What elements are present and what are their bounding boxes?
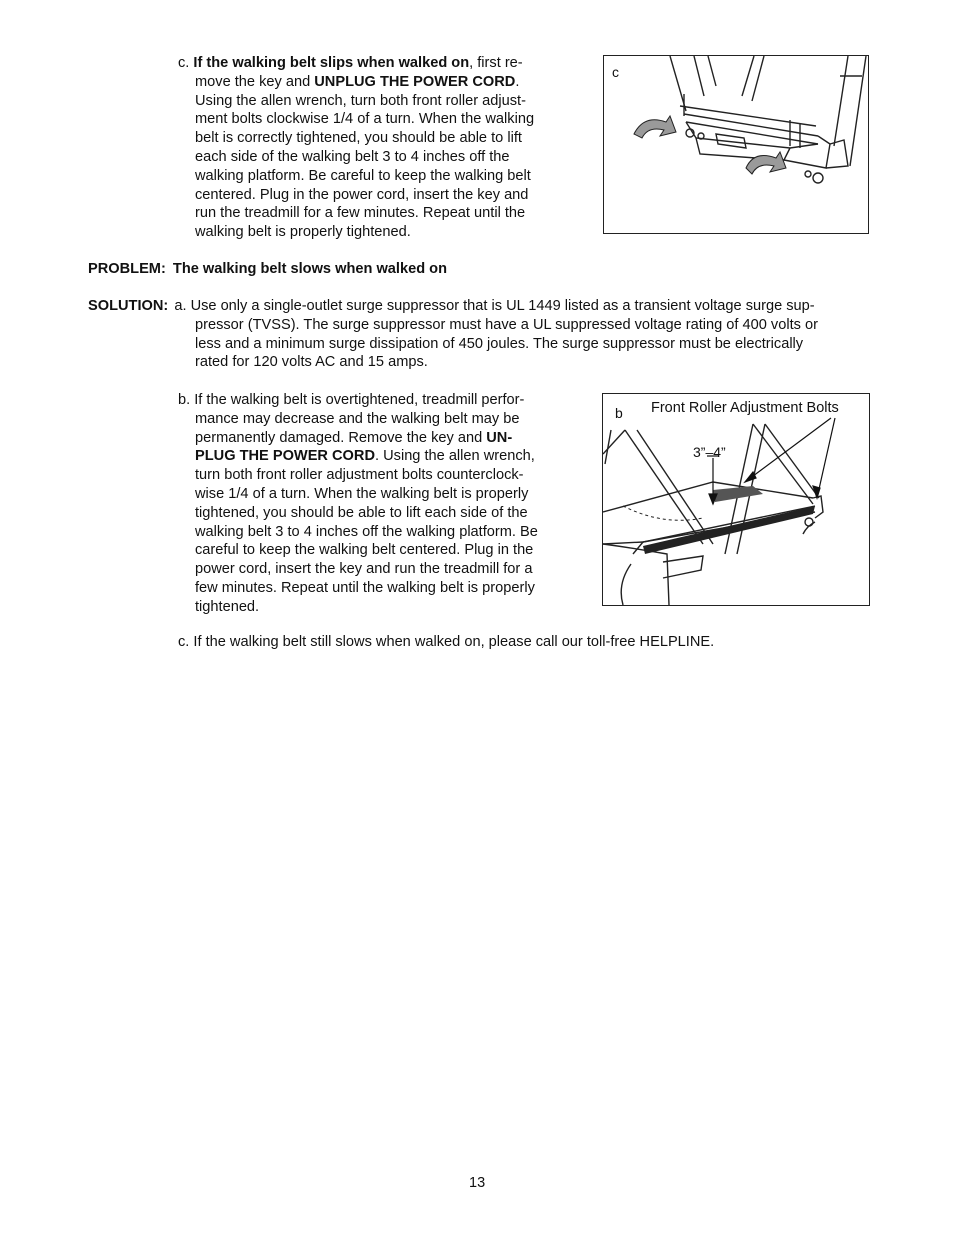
solution-label: SOLUTION: xyxy=(88,298,169,314)
solution-a-text-line: rated for 120 volts AC and 15 amps. xyxy=(195,354,428,371)
unplug-warning-part1: UN- xyxy=(486,429,513,446)
step-c-top-text-line: belt is correctly tightened, you should be able to lift xyxy=(195,130,522,147)
step-b-text-line: tightened, you should be able to lift each side of the xyxy=(195,504,528,521)
solution-a-body xyxy=(88,316,888,372)
step-b-text-line: walking belt 3 to 4 inches off the walking platform. Be xyxy=(195,523,538,540)
step-b-text-line: power cord, insert the key and run the treadmill for a xyxy=(195,561,533,578)
step-c-top-text-line: walking belt is properly tightened. xyxy=(195,224,411,241)
step-c-top-line2 xyxy=(195,73,578,92)
step-c-top-line2-pre: move the key and xyxy=(195,73,315,90)
figure-c-letter: c xyxy=(612,64,619,80)
step-c-top-marker: c. xyxy=(178,55,190,71)
step-b-line3-pre: permanently damaged. Remove the key and xyxy=(195,429,487,446)
step-c-top-line2-post: . xyxy=(515,73,520,90)
step-c-bottom-marker: c. xyxy=(178,634,190,650)
step-b-text-line: mance may decrease and the walking belt may be xyxy=(195,410,520,427)
step-b-text-line: careful to keep the walking belt centered. Plug in the xyxy=(195,542,534,559)
solution-a-first-line: Use only a single-outlet surge suppressor that is UL 1449 listed as a transient voltage surge sup- xyxy=(190,298,815,314)
step-b-text-line: few minutes. Repeat until the walking belt is properly xyxy=(195,579,535,596)
step-c-top-body xyxy=(178,73,578,242)
step-c-top xyxy=(178,54,578,242)
problem-text: The walking belt slows when walked on xyxy=(172,261,447,277)
solution-a-line1 xyxy=(88,297,888,316)
figure-b-callout-label: Front Roller Adjustment Bolts xyxy=(651,400,839,416)
page-number: 13 xyxy=(469,1175,486,1191)
step-b-text-line: wise 1/4 of a turn. When the walking belt is properly xyxy=(195,485,529,502)
step-b-line3 xyxy=(195,429,578,448)
step-c-top-text-line: ment bolts clockwise 1/4 of a turn. When the walking xyxy=(195,111,535,128)
step-c-bottom xyxy=(178,633,714,652)
step-b-marker: b. xyxy=(178,392,191,408)
step-c-top-text-line: run the treadmill for a few minutes. Repeat until the xyxy=(195,205,526,222)
step-b-text-line: turn both front roller adjustment bolts counterclock- xyxy=(195,467,524,484)
step-b-line4-post: . Using the allen wrench, xyxy=(375,448,535,465)
solution-a-text-line: less and a minimum surge dissipation of 450 joules. The surge suppressor must be electrically xyxy=(195,335,804,352)
step-c-top-text-line: walking platform. Be careful to keep the walking belt xyxy=(195,167,531,184)
step-c-top-text-line: each side of the walking belt 3 to 4 inches off the xyxy=(195,148,510,165)
step-c-bottom-text: If the walking belt still slows when walked on, please call our toll-free HELPLINE. xyxy=(193,634,715,650)
step-b-first-line: If the walking belt is overtightened, treadmill perfor- xyxy=(194,392,525,408)
solution-a-text-line: pressor (TVSS). The surge suppressor must have a UL suppressed voltage rating of 400 volts or xyxy=(195,316,818,333)
step-b-body xyxy=(178,410,578,617)
step-b-line4 xyxy=(195,447,578,466)
solution-a-marker: a. xyxy=(174,298,187,314)
step-b-line1 xyxy=(178,391,578,410)
unplug-power-cord-warning: UNPLUG THE POWER CORD xyxy=(314,73,516,90)
unplug-warning-part2: PLUG THE POWER CORD xyxy=(195,448,375,465)
figure-c xyxy=(603,55,869,234)
step-c-top-line1 xyxy=(178,54,578,73)
step-b xyxy=(178,391,578,617)
step-c-top-text-line: centered. Plug in the power cord, insert the key and xyxy=(195,186,529,203)
step-c-top-lead: If the walking belt slips when walked on xyxy=(193,55,470,71)
figure-b-letter: b xyxy=(615,405,623,421)
figure-b-measurement-label: 3”–4” xyxy=(693,444,726,460)
solution-a xyxy=(88,297,888,372)
step-c-top-lead-after: , first re- xyxy=(469,55,523,71)
belt-lift-illustration xyxy=(603,394,869,605)
step-c-top-text-line: Using the allen wrench, turn both front roller adjust- xyxy=(195,92,526,109)
problem-label: PROBLEM: xyxy=(88,261,166,277)
step-b-text-line: tightened. xyxy=(195,598,260,615)
figure-b xyxy=(602,393,870,606)
treadmill-front-illustration xyxy=(604,56,868,233)
problem-line xyxy=(88,260,447,279)
